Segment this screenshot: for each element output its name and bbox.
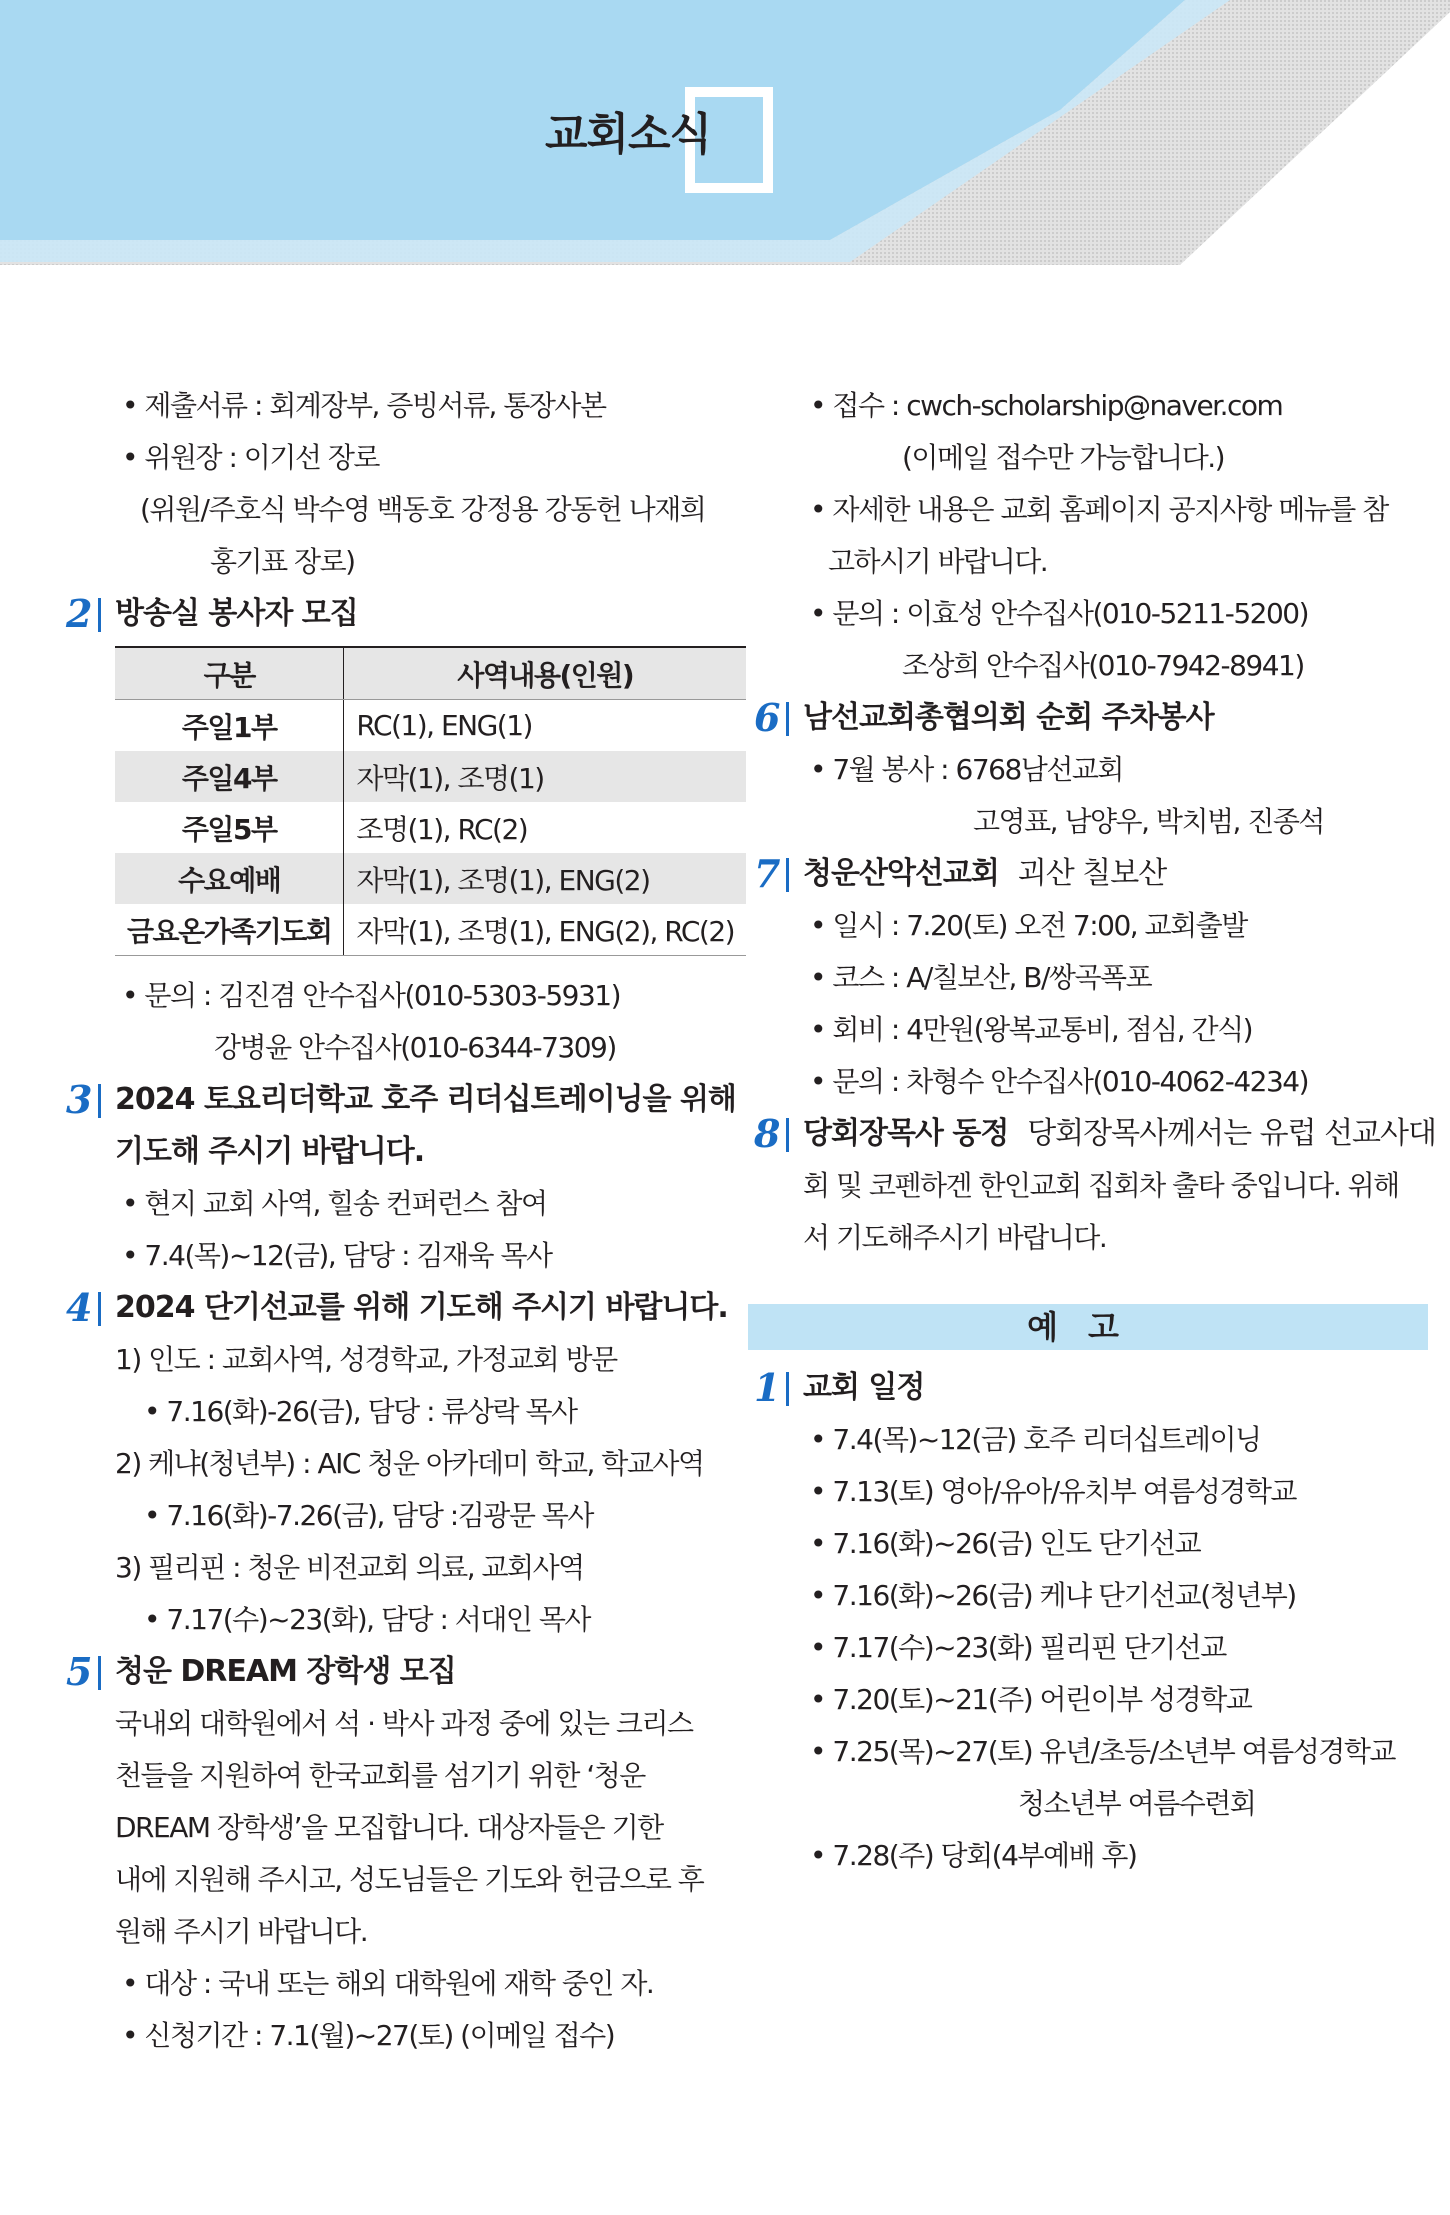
paragraph-line: 회 및 코펜하겐 한인교회 집회차 출타 중입니다. 위해 (803, 1169, 1399, 1202)
table-header-row (115, 647, 746, 700)
divider (98, 1656, 101, 1690)
table-cell: 금요온가족기도회 (115, 904, 344, 956)
header-banner (0, 0, 1450, 270)
section-title: 2024 토요리더학교 호주 리더십트레이닝을 위해 (115, 1082, 736, 1117)
section-7-heading (748, 848, 1428, 900)
schedule-item: • 7.16(화)~26(금) 케냐 단기선교(청년부) (810, 1579, 1296, 1612)
divider (98, 1292, 101, 1326)
volunteer-table (115, 646, 746, 956)
section-title: 교회 일정 (803, 1370, 925, 1405)
section-3-heading (60, 1074, 736, 1126)
divider (786, 1372, 789, 1406)
mission-item: 1) 인도 : 교회사역, 성경학교, 가정교회 방문 (115, 1343, 617, 1376)
section-title: 남선교회총협의회 순회 주차봉사 (803, 700, 1214, 735)
table-cell: 자막(1), 조명(1) (344, 751, 746, 802)
table-header: 사역내용(인원) (344, 647, 746, 700)
bullet-item: • 7.17(수)~23(화), 담당 : 서대인 목사 (144, 1603, 590, 1636)
paragraph-line: 서 기도해주시기 바랍니다. (803, 1221, 1107, 1254)
schedule-item: • 7.13(토) 영아/유아/유치부 여름성경학교 (810, 1475, 1296, 1508)
table-cell: RC(1), ENG(1) (356, 709, 532, 742)
section-5-heading (60, 1646, 720, 1698)
paragraph-line: 원해 주시기 바랍니다. (115, 1915, 368, 1948)
section-number: 4 (66, 1285, 92, 1330)
schedule-item: • 7.28(주) 당회(4부예배 후) (810, 1839, 1137, 1872)
table-cell: 수요예배 (115, 853, 344, 904)
contact-line-cont: 조상희 안수집사(010-7942-8941) (902, 649, 1304, 682)
table-row (115, 904, 746, 956)
left-column (60, 380, 736, 2062)
apply-email: • 접수 : cwch-scholarship@naver.com (810, 389, 1283, 422)
mission-item: 3) 필리핀 : 청운 비전교회 의료, 교회사역 (115, 1551, 584, 1584)
committee-members: (위원/주호식 박수영 백동호 강정용 강동헌 나재희 (140, 493, 706, 526)
mission-item: 2) 케냐(청년부) : AIC 청운 아카데미 학교, 학교사역 (115, 1447, 704, 1480)
schedule-item: • 7.4(목)~12(금) 호주 리더십트레이닝 (810, 1423, 1261, 1456)
section-title: 청운 DREAM 장학생 모집 (115, 1654, 456, 1689)
bullet-item: • 일시 : 7.20(토) 오전 7:00, 교회출발 (810, 909, 1247, 942)
section-number: 8 (754, 1111, 780, 1156)
contact-line-cont: 강병윤 안수집사(010-6344-7309) (214, 1031, 616, 1064)
section-6-heading (748, 692, 1428, 744)
section-title: 당회장목사 동정 (803, 1116, 1009, 1151)
section-8-heading (748, 1108, 1436, 1160)
bullet-item: • 7.4(목)~12(금), 담당 : 김재욱 목사 (122, 1239, 552, 1272)
bullet-item: • 대상 : 국내 또는 해외 대학원에 재학 중인 자. (122, 1967, 654, 2000)
detail-line: • 자세한 내용은 교회 홈페이지 공지사항 메뉴를 참 (810, 493, 1388, 526)
divider (786, 858, 789, 892)
section-number: 7 (754, 851, 780, 896)
bullet-item: • 7.16(화)-7.26(금), 담당 :김광문 목사 (144, 1499, 593, 1532)
paragraph-line: DREAM 장학생’을 모집합니다. 대상자들은 기한 (115, 1811, 663, 1844)
apply-email-note: (이메일 접수만 가능합니다.) (902, 441, 1225, 474)
section-title: 방송실 봉사자 모집 (115, 596, 358, 631)
schedule-item: • 7.17(수)~23(화) 필리핀 단기선교 (810, 1631, 1226, 1664)
table-cell: 자막(1), 조명(1), ENG(2), RC(2) (344, 904, 746, 956)
section-subtitle: 괴산 칠보산 (1017, 856, 1167, 891)
paragraph-line: 내에 지원해 주시고, 성도님들은 기도와 헌금으로 후 (115, 1863, 704, 1896)
bullet-item: • 회비 : 4만원(왕복교통비, 점심, 간식) (810, 1013, 1253, 1046)
committee-members-cont: 홍기표 장로) (210, 545, 355, 578)
section-text: 당회장목사께서는 유럽 선교사대 (1027, 1116, 1436, 1151)
divider (98, 598, 101, 632)
table-cell: 주일1부 (115, 700, 344, 752)
paragraph-line: 천들을 지원하여 한국교회를 섬기기 위한 ‘청운 (115, 1759, 645, 1792)
section-3-heading-cont (60, 1126, 720, 1178)
detail-line-cont: 고하시기 바랍니다. (828, 545, 1048, 578)
bullet-item: • 신청기간 : 7.1(월)~27(토) (이메일 접수) (122, 2019, 615, 2052)
paragraph-line: 국내외 대학원에서 석 · 박사 과정 중에 있는 크리스 (115, 1707, 693, 1740)
table-row (115, 802, 746, 853)
contact-line: • 문의 : 이효성 안수집사(010-5211-5200) (810, 597, 1308, 630)
page-title: 교회소식 (545, 109, 712, 160)
section-title: 2024 단기선교를 위해 기도해 주시기 바랍니다. (115, 1290, 728, 1325)
bullet-item: • 문의 : 차형수 안수집사(010-4062-4234) (810, 1065, 1308, 1098)
bullet-item-cont: 고영표, 남양우, 박치범, 진종석 (973, 805, 1324, 838)
table-header: 구분 (115, 647, 344, 700)
notice-section-1-heading (748, 1362, 1428, 1414)
table-row (115, 853, 746, 904)
section-title: 청운산악선교회 (803, 856, 999, 891)
section-4-heading (60, 1282, 728, 1334)
section-2-heading (60, 588, 720, 640)
table-cell: 주일5부 (115, 802, 344, 853)
contact-line: • 문의 : 김진겸 안수집사(010-5303-5931) (122, 979, 620, 1012)
section-number: 3 (66, 1077, 92, 1122)
table-row (115, 700, 746, 752)
bullet-item: • 7월 봉사 : 6768남선교회 (810, 753, 1123, 786)
table-cell: 조명(1), RC(2) (356, 812, 528, 846)
section-number: 6 (754, 695, 780, 740)
schedule-item: • 7.25(목)~27(토) 유년/초등/소년부 여름성경학교 (810, 1735, 1395, 1768)
bullet-item: • 7.16(화)-26(금), 담당 : 류상락 목사 (144, 1395, 577, 1428)
notice-banner: 예고 (748, 1304, 1428, 1350)
right-column (748, 380, 1436, 1882)
submission-docs: • 제출서류 : 회계장부, 증빙서류, 통장사본 (122, 389, 606, 422)
schedule-item-cont: 청소년부 여름수련회 (1018, 1787, 1256, 1820)
divider (98, 1084, 101, 1118)
section-number: 2 (66, 591, 92, 636)
table-row (115, 751, 746, 802)
bullet-item: • 코스 : A/칠보산, B/쌍곡폭포 (810, 961, 1152, 994)
section-number: 1 (754, 1365, 780, 1410)
table-cell: 주일4부 (115, 751, 344, 802)
divider (786, 702, 789, 736)
section-title-cont: 기도해 주시기 바랍니다. (115, 1134, 425, 1169)
table-cell: 자막(1), 조명(1), ENG(2) (344, 853, 746, 904)
bullet-item: • 현지 교회 사역, 힐송 컨퍼런스 참여 (122, 1187, 547, 1220)
schedule-item: • 7.16(화)~26(금) 인도 단기선교 (810, 1527, 1201, 1560)
schedule-item: • 7.20(토)~21(주) 어린이부 성경학교 (810, 1683, 1252, 1716)
section-number: 5 (66, 1649, 92, 1694)
committee-chair: • 위원장 : 이기선 장로 (122, 441, 379, 474)
divider (786, 1118, 789, 1152)
